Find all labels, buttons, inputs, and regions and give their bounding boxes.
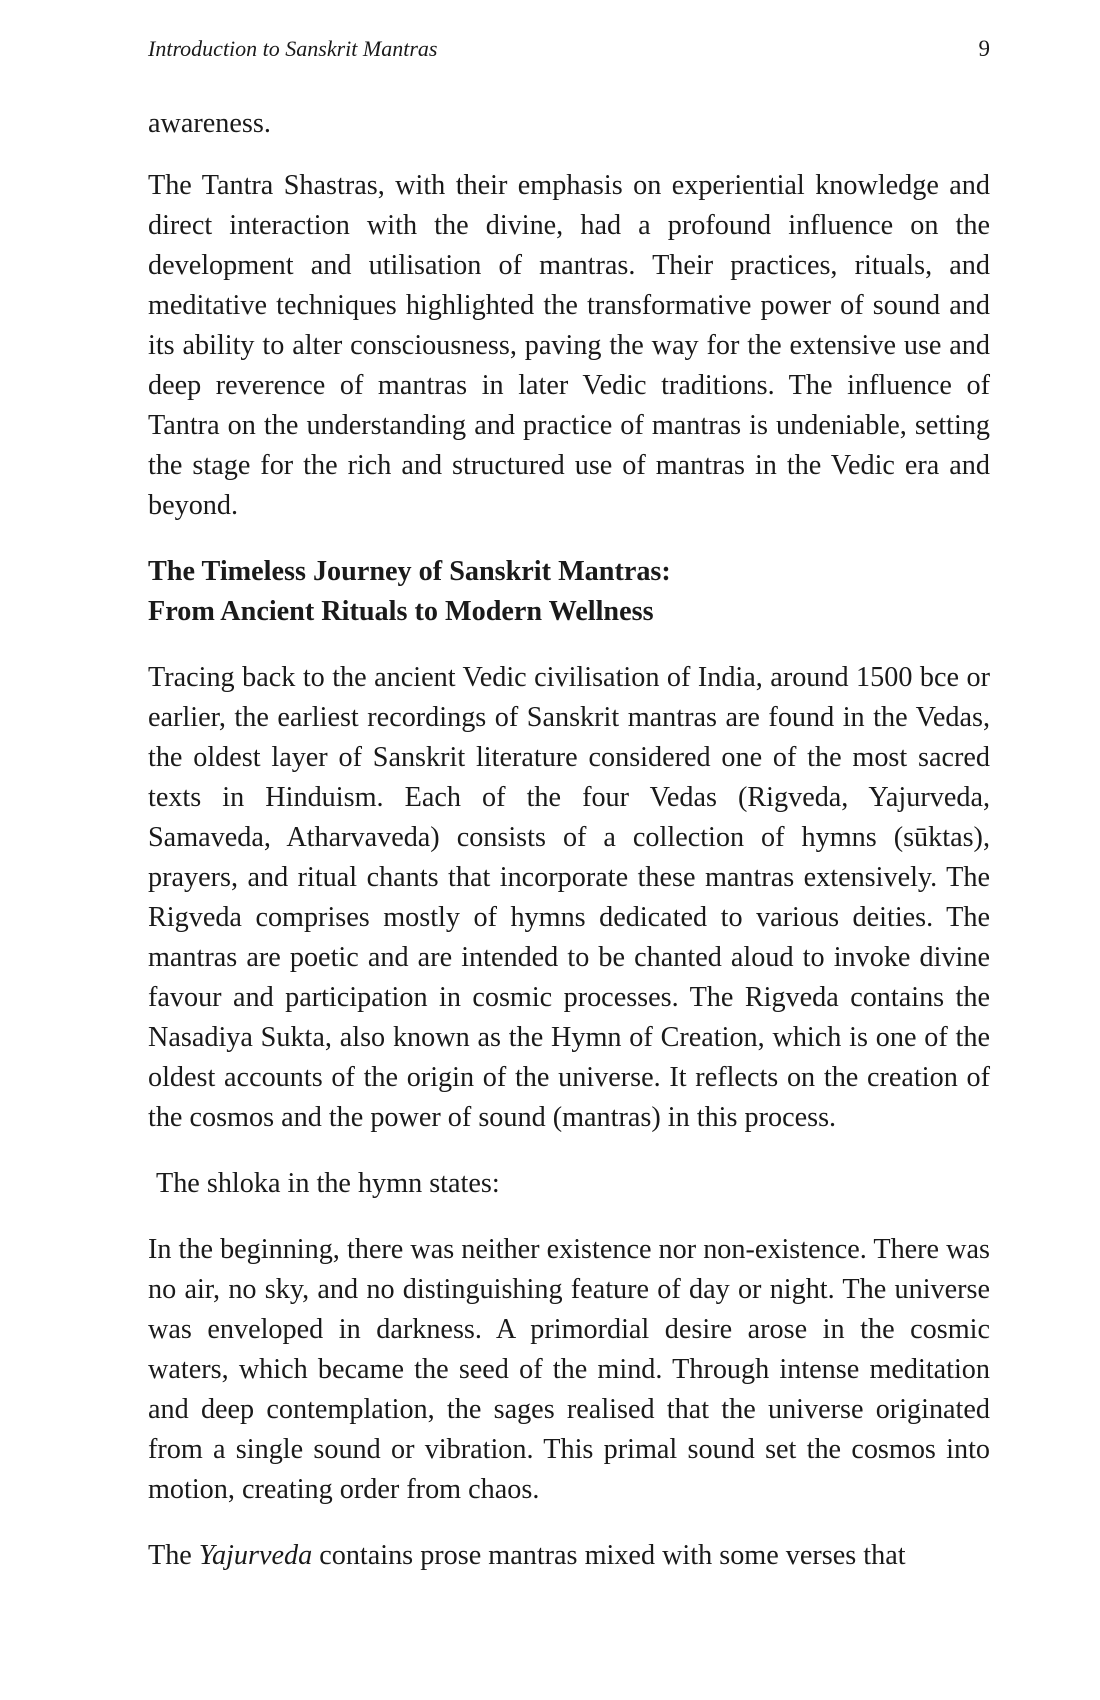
- paragraph-yajurveda: [148, 1536, 990, 1576]
- paragraph-continuation: awareness.: [148, 108, 271, 139]
- paragraph-shloka-text: In the beginning, there was neither existence nor non-existence. There was no air, no sky, and no distinguishing feature of day or night. The universe was enveloped in darkness. A primordial desire arose in the cosmic waters, which became the seed of the mind. Through intense meditation and deep contemplation, the sages realised that the universe originated from a single sound or vibration. This primal sound set the cosmos into motion, creating order from chaos.: [148, 1234, 990, 1505]
- paragraph-yajurveda-start: The: [148, 1540, 199, 1571]
- running-title: Introduction to Sanskrit Mantras: [148, 36, 438, 61]
- section-heading-line-2: From Ancient Rituals to Modern Wellness: [148, 596, 654, 627]
- page-number: 9: [978, 36, 990, 61]
- section-heading-line-1: The Timeless Journey of Sanskrit Mantras:: [148, 556, 671, 587]
- paragraph-yajurveda-end: contains prose mantras mixed with some verses that: [312, 1540, 906, 1571]
- paragraph-yajurveda-title: Yajurveda: [198, 1540, 313, 1571]
- paragraph-shloka-intro: The shloka in the hymn states:: [156, 1168, 500, 1199]
- paragraph-vedic-origins: Tracing back to the ancient Vedic civilisation of India, around 1500 bce or earlier, the earliest recordings of Sanskrit mantras are found in the Vedas, the oldest layer of Sanskrit literature considered one of the most sacred texts in Hinduism. Each of the four Vedas (Rigveda, Yajurveda, Samaveda, Atharvaveda) consists of a collection of hymns (sūktas), prayers, and ritual chants that incorporate these mantras extensively. The Rigveda comprises mostly of hymns dedicated to various deities. The mantras are poetic and are intended to be chanted aloud to invoke divine favour and participation in cosmic processes. The Rigveda contains the Nasadiya Sukta, also known as the Hymn of Creation, which is one of the oldest accounts of the origin of the universe. It reflects on the creation of the cosmos and the power of sound (mantras) in this process.: [148, 662, 990, 1133]
- section-heading: [148, 552, 990, 632]
- paragraph-tantra-influence: The Tantra Shastras, with their emphasis on experiential knowledge and direct interaction with the divine, had a profound influence on the development and utilisation of mantras. Their practices, rituals, and meditative techniques highlighted the transformative power of sound and its ability to alter consciousness, paving the way for the extensive use and deep reverence of mantras in later Vedic traditions. The influence of Tantra on the understanding and practice of mantras is undeniable, setting the stage for the rich and structured use of mantras in the Vedic era and beyond.: [148, 170, 990, 521]
- running-header: [148, 36, 990, 76]
- page-content: [148, 104, 990, 1602]
